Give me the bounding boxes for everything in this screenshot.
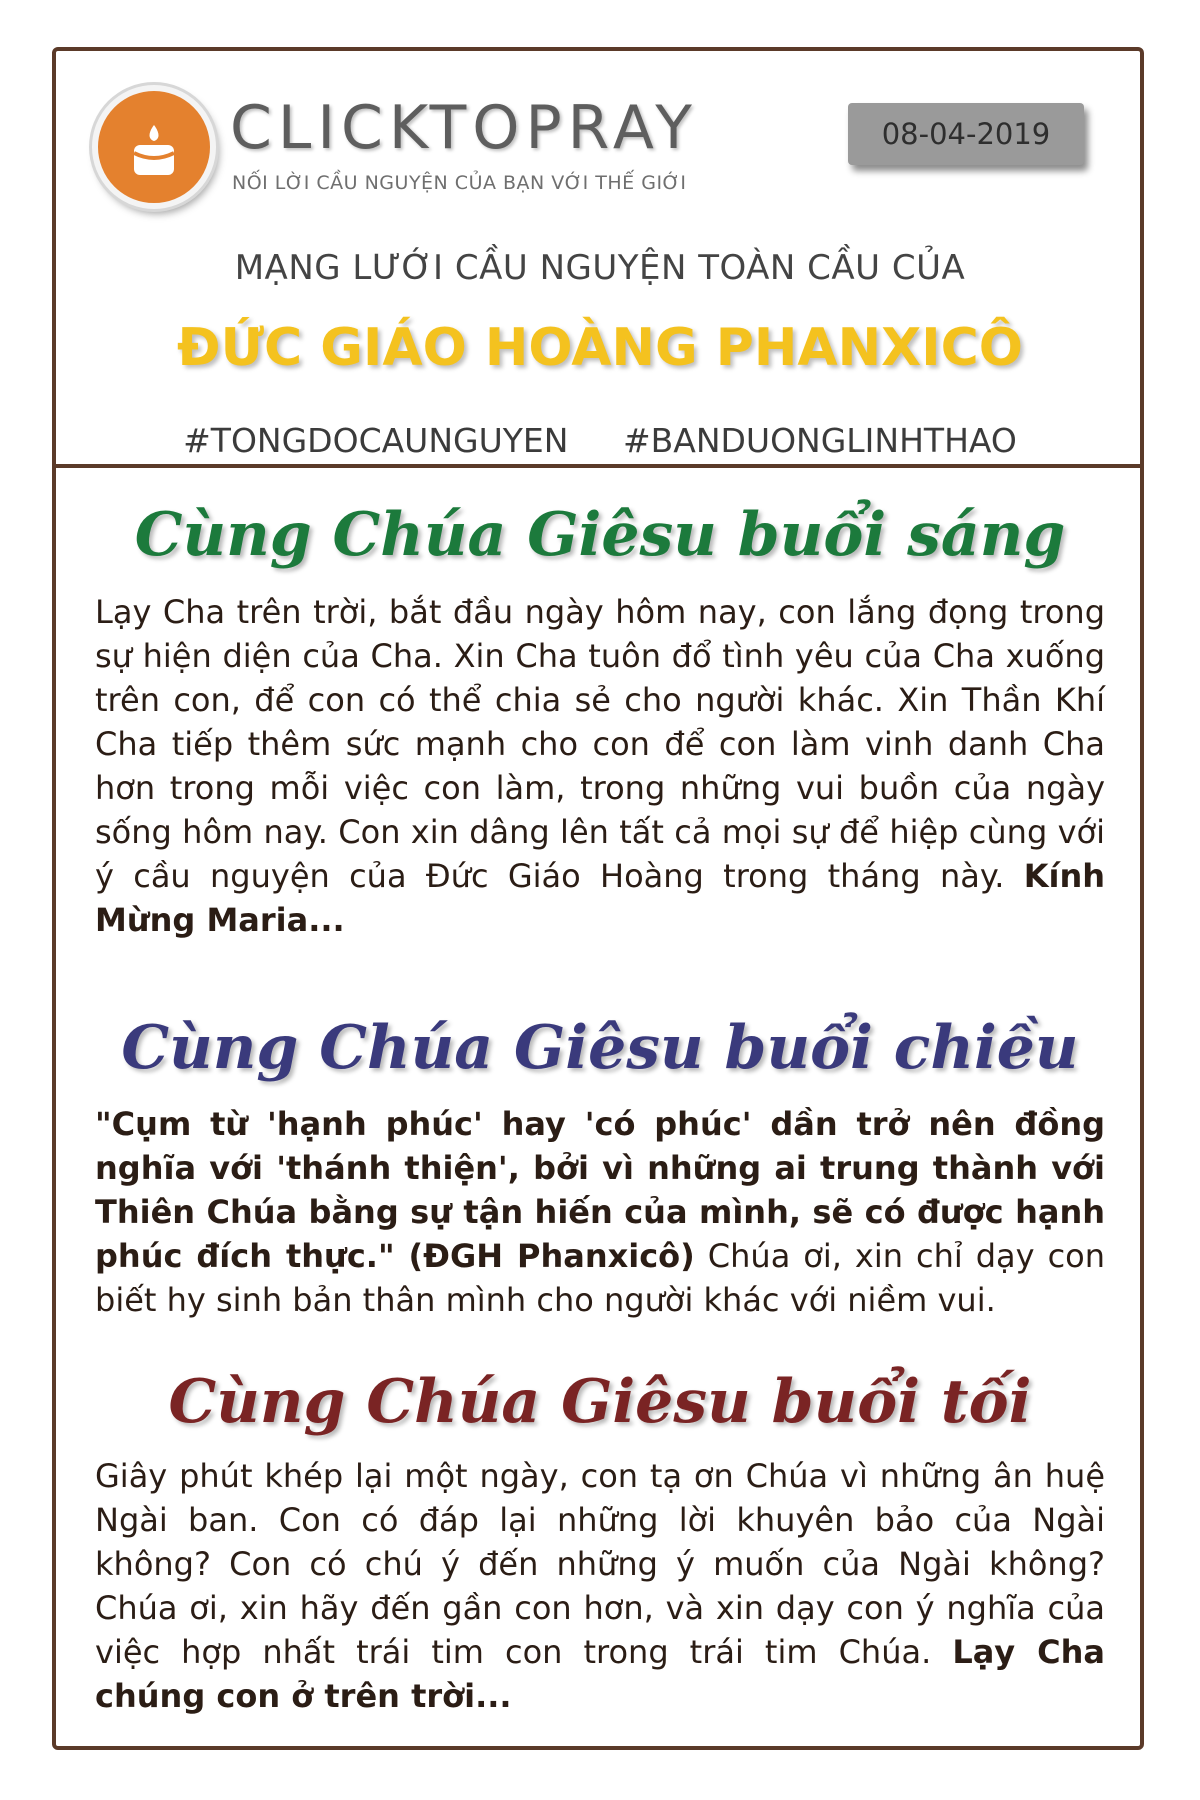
evening-body: Giây phút khép lại một ngày, con tạ ơn Chúa vì những ân huệ Ngài ban. Con có đáp lại những lời khuyên bảo của Ngài không? Con có chú ý đến những ý muốn của Ngài không? Chúa ơi, xin hãy đến gần con hơn, và xin dạy con ý nghĩa của việc hợp nhất trái tim con trong trái tim Chúa. [95,1457,1105,1671]
network-line: MẠNG LƯỚI CẦU NGUYỆN TOÀN CẦU CỦA [234,248,966,288]
hashtag-tongdocaunguyen: #TONGDOCAUNGUYEN [183,421,569,460]
morning-body: Lạy Cha trên trời, bắt đầu ngày hôm nay, con lắng đọng trong sự hiện diện của Cha. Xin Cha tuôn đổ tình yêu của Cha xuống trên con, để con có thể chia sẻ cho người khác. Xin Thần Khí Cha tiếp thêm sức mạnh cho con để con làm vinh danh Cha hơn trong mỗi việc con làm, trong những vui buồn của ngày sống hôm nay. Con xin dâng lên tất cả mọi sự để hiệp cùng với ý cầu nguyện của Đức Giáo Hoàng trong tháng này. [95,593,1105,895]
evening-prayer [95,1454,1105,1718]
clicktopray-logo [92,85,216,209]
brand-tagline: NỐI LỜI CẦU NGUYỆN CỦA BẠN VỚI THẾ GIỚI [232,172,687,194]
pope-name: ĐỨC GIÁO HOÀNG PHANXICÔ [177,318,1023,378]
afternoon-prayer [95,1102,1105,1322]
hashtags [0,421,1200,460]
afternoon-title: Cùng Chúa Giêsu buổi chiều [121,1013,1079,1083]
afternoon-quote: "Cụm từ 'hạnh phúc' hay 'có phúc' dần trở nên đồng nghĩa với 'thánh thiện', bởi vì những ai trung thành với Thiên Chúa bằng sự tận hiến của mình, sẽ có được hạnh phúc đích thực." (ĐGH Phanxicô) [95,1105,1105,1275]
evening-title: Cùng Chúa Giêsu buổi tối [168,1367,1032,1437]
morning-closing: Kính Mừng Maria... [95,857,1106,939]
brand-name: CLICKTOPRAY [230,93,698,163]
candle-icon [128,123,180,179]
morning-title: Cùng Chúa Giêsu buổi sáng [134,500,1066,570]
hashtag-banduonglinhthao: #BANDUONGLINHTHAO [622,421,1017,460]
afternoon-body: Chúa ơi, xin chỉ dạy con biết hy sinh bản thân mình cho người khác với niềm vui. [95,1237,1106,1319]
header-divider [52,464,1144,468]
date-badge: 08-04-2019 [848,103,1084,165]
morning-prayer [95,590,1105,942]
evening-closing: Lạy Cha chúng con ở trên trời... [95,1633,1106,1715]
